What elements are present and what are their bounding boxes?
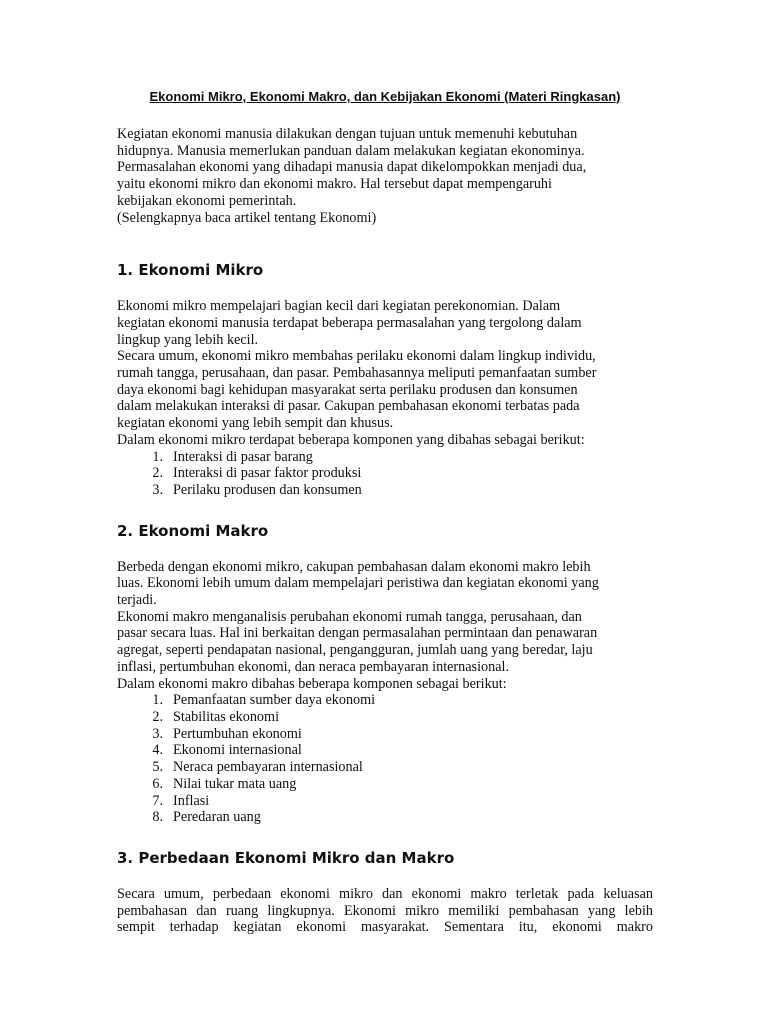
intro-line: yaitu ekonomi mikro dan ekonomi makro. Hal tersebut dapat mempengaruhi [117, 176, 552, 193]
body-line: luas. Ekonomi lebih umum dalam mempelajari peristiwa dan kegiatan ekonomi yang [117, 575, 599, 592]
body-line: dalam melakukan interaksi di pasar. Cakupan pembahasan ekonomi terbatas pada [117, 398, 580, 415]
mikro-component-list [117, 449, 653, 499]
section-body-ekonomi-mikro [117, 298, 653, 448]
section-heading-ekonomi-mikro: 1. Ekonomi Mikro [117, 261, 264, 280]
document-page [117, 88, 653, 936]
intro-line: hidupnya. Manusia memerlukan panduan dalam melakukan kegiatan ekonominya. [117, 142, 585, 159]
intro-line: Permasalahan ekonomi yang dihadapi manusia dapat dikelompokkan menjadi dua, [117, 159, 587, 176]
list-number: 2. [152, 465, 163, 482]
list-text: Inflasi [173, 792, 210, 809]
body-line: Secara umum, perbedaan ekonomi mikro dan ekonomi makro terletak pada keluasan [117, 885, 653, 902]
body-line: daya ekonomi bagi kehidupan masyarakat serta perilaku produsen dan konsumen [117, 381, 578, 398]
section-body-ekonomi-makro [117, 559, 653, 693]
body-line: Secara umum, ekonomi mikro membahas perilaku ekonomi dalam lingkup individu, [117, 348, 596, 365]
list-item [117, 482, 653, 499]
body-line: terjadi. [117, 592, 157, 609]
section-heading-ekonomi-makro: 2. Ekonomi Makro [117, 521, 269, 540]
list-number: 2. [152, 708, 163, 725]
list-text: Neraca pembayaran internasional [173, 759, 363, 776]
list-number: 3. [152, 725, 163, 742]
body-line: sempit terhadap kegiatan ekonomi masyarakat. Sementara itu, ekonomi makro [117, 919, 653, 936]
list-text: Interaksi di pasar faktor produksi [173, 465, 362, 482]
list-item [117, 776, 653, 793]
body-line: kegiatan ekonomi yang lebih sempit dan khusus. [117, 415, 394, 432]
list-number: 3. [152, 481, 163, 498]
list-text: Pemanfaatan sumber daya ekonomi [173, 692, 376, 709]
list-number: 8. [152, 809, 163, 826]
body-line: agregat, seperti pendapatan nasional, pengangguran, jumlah uang yang beredar, laju [117, 642, 593, 659]
makro-component-list [117, 692, 653, 826]
list-text: Stabilitas ekonomi [173, 708, 280, 725]
list-item [117, 809, 653, 826]
list-item [117, 449, 653, 466]
intro-paragraph [117, 126, 653, 226]
intro-line: (Selengkapnya baca artikel tentang Ekonomi) [117, 209, 377, 226]
list-text: Nilai tukar mata uang [173, 775, 297, 792]
list-text: Ekonomi internasional [173, 742, 302, 759]
body-line: Ekonomi mikro mempelajari bagian kecil dari kegiatan perekonomian. Dalam [117, 298, 561, 315]
list-item [117, 793, 653, 810]
list-item [117, 709, 653, 726]
document-title: Ekonomi Mikro, Ekonomi Makro, dan Kebijakan Ekonomi (Materi Ringkasan) [149, 89, 621, 104]
body-line: kegiatan ekonomi manusia terdapat beberapa permasalahan yang tergolong dalam [117, 314, 582, 331]
list-item [117, 742, 653, 759]
body-line: Berbeda dengan ekonomi mikro, cakupan pembahasan dalam ekonomi makro lebih [117, 558, 591, 575]
list-number: 4. [152, 742, 163, 759]
list-number: 5. [152, 759, 163, 776]
list-number: 6. [152, 775, 163, 792]
body-line: Ekonomi makro menganalisis perubahan ekonomi rumah tangga, perusahaan, dan [117, 608, 582, 625]
body-line: Dalam ekonomi makro dibahas beberapa komponen sebagai berikut: [117, 675, 507, 692]
body-line: pasar secara luas. Hal ini berkaitan dengan permasalahan permintaan dan penawaran [117, 625, 598, 642]
intro-line: kebijakan ekonomi pemerintah. [117, 192, 297, 209]
section-heading-perbedaan: 3. Perbedaan Ekonomi Mikro dan Makro [117, 848, 455, 867]
list-text: Interaksi di pasar barang [173, 448, 313, 465]
section-body-perbedaan [117, 886, 653, 936]
list-text: Peredaran uang [173, 809, 261, 826]
list-text: Perilaku produsen dan konsumen [173, 481, 362, 498]
list-text: Pertumbuhan ekonomi [173, 725, 302, 742]
list-item [117, 692, 653, 709]
body-line: Dalam ekonomi mikro terdapat beberapa komponen yang dibahas sebagai berikut: [117, 431, 585, 448]
list-item [117, 759, 653, 776]
list-number: 1. [152, 448, 163, 465]
body-line: rumah tangga, perusahaan, dan pasar. Pembahasannya meliputi pemanfaatan sumber [117, 365, 597, 382]
list-item [117, 465, 653, 482]
list-item [117, 726, 653, 743]
list-number: 7. [152, 792, 163, 809]
body-line: pembahasan dan ruang lingkupnya. Ekonomi mikro memiliki pembahasan yang lebih [117, 902, 653, 919]
body-line: inflasi, pertumbuhan ekonomi, dan neraca pembayaran internasional. [117, 658, 509, 675]
body-line: lingkup yang lebih kecil. [117, 331, 259, 348]
list-number: 1. [152, 692, 163, 709]
intro-line: Kegiatan ekonomi manusia dilakukan dengan tujuan untuk memenuhi kebutuhan [117, 126, 578, 142]
